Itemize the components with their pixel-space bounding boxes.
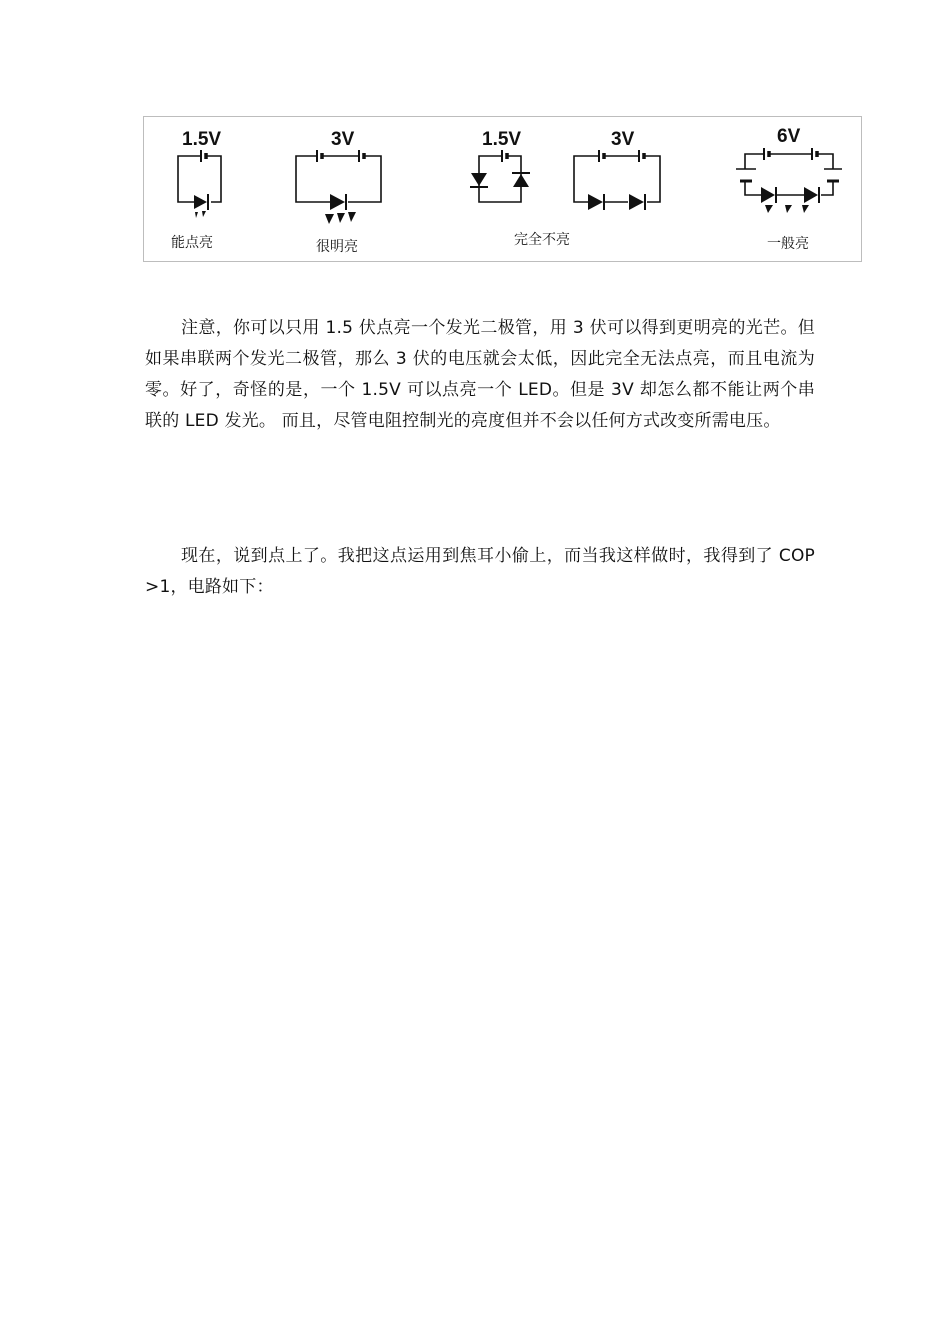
circuit-2 xyxy=(296,129,381,255)
led-circuit-figure xyxy=(143,116,862,262)
battery-icon xyxy=(201,150,206,162)
battery-icon xyxy=(502,150,507,162)
circuits-3-4-caption: 完全不亮 xyxy=(514,232,570,248)
circuit-1-voltage: 1.5V xyxy=(182,129,222,150)
circuit-5-voltage: 6V xyxy=(777,126,801,147)
bright-light-rays-icon xyxy=(325,212,356,224)
led-icon xyxy=(761,187,776,203)
circuit-1 xyxy=(171,129,221,251)
light-rays-icon xyxy=(765,205,809,213)
circuit-2-voltage: 3V xyxy=(331,129,355,150)
circuit-3-voltage: 1.5V xyxy=(482,129,522,150)
circuit-2-caption: 很明亮 xyxy=(316,239,358,255)
circuit-4 xyxy=(574,129,660,210)
circuit-diagrams xyxy=(144,117,863,263)
circuit-1-caption: 能点亮 xyxy=(171,235,213,251)
circuit-5-caption: 一般亮 xyxy=(767,236,809,252)
circuit-5 xyxy=(736,126,842,252)
led-icon xyxy=(512,173,530,187)
led-icon xyxy=(330,194,346,210)
light-rays-icon xyxy=(195,211,206,218)
led-icon xyxy=(629,194,645,210)
led-icon xyxy=(804,187,819,203)
led-icon xyxy=(470,173,488,187)
led-icon xyxy=(194,194,208,210)
circuit-3 xyxy=(470,129,530,202)
paragraph-1: 注意，你可以只用 1.5 伏点亮一个发光二极管，用 3 伏可以得到更明亮的光芒。但如果串联两个发光二极管，那么 3 伏的电压就会太低，因此完全无法点亮，而且电流为零。好了，奇怪的是，一个 1.5V 可以点亮一个 LED。但是 3V 却怎么都不能让两个串联的 LED 发光。 而且，尽管电阻控制光的亮度但并不会以任何方式改变所需电压。 xyxy=(145,318,815,431)
paragraph-2: 现在，说到点上了。我把这点运用到焦耳小偷上，而当我这样做时，我得到了 COP>1，电路如下： xyxy=(145,546,815,597)
circuit-4-voltage: 3V xyxy=(611,129,635,150)
led-icon xyxy=(588,194,604,210)
